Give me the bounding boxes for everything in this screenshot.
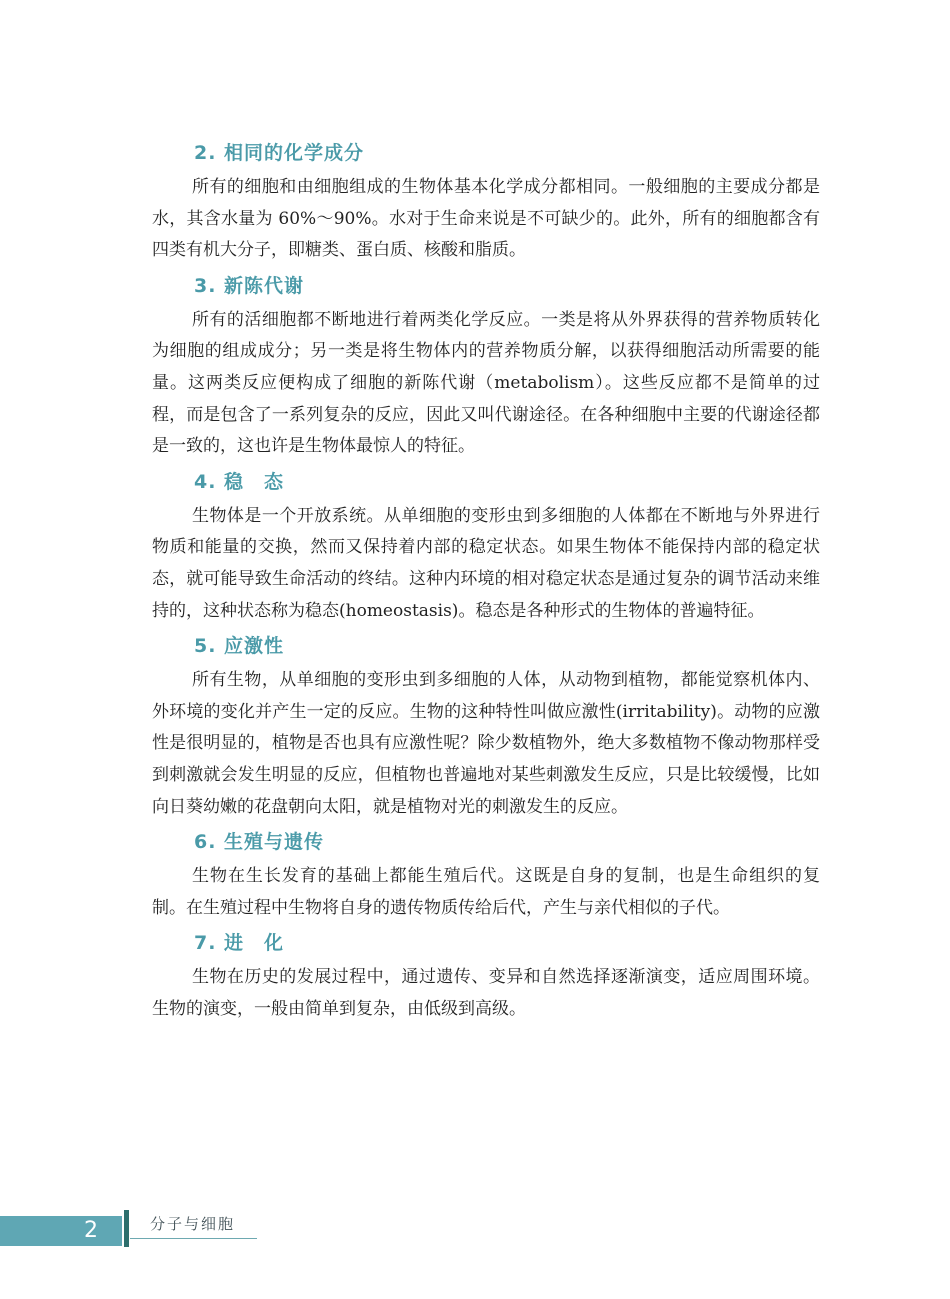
section-metabolism — [152, 271, 820, 463]
section-heading: 6. 生殖与遗传 — [194, 831, 325, 854]
page-number: 2 — [84, 1218, 98, 1243]
section-paragraph: 所有生物，从单细胞的变形虫到多细胞的人体，从动物到植物，都能觉察机体内、外环境的变化并产生一定的反应。生物的这种特性叫做应激性(irritability)。动物的应激性是很明显的，植物是否也具有应激性呢？除少数植物外，绝大多数植物不像动物那样受到刺激就会发生明显的反应，但植物也普遍地对某些刺激发生反应，只是比较缓慢，比如向日葵幼嫩的花盘朝向太阳，就是植物对光的刺激发生的反应。 — [152, 670, 820, 817]
section-irritability — [152, 631, 820, 823]
section-heading: 2. 相同的化学成分 — [194, 142, 365, 164]
section-paragraph: 生物在生长发育的基础上都能生殖后代。这既是自身的复制，也是生命组织的复制。在生殖过程中生物将自身的遗传物质传给后代，产生与亲代相似的子代。 — [152, 866, 820, 918]
page-content — [152, 138, 820, 1029]
section-heading: 4. 稳 态 — [194, 470, 285, 493]
section-paragraph: 生物在历史的发展过程中，通过遗传、变异和自然选择逐渐演变，适应周围环境。生物的演变，一般由简单到复杂，由低级到高级。 — [152, 967, 820, 1019]
section-paragraph: 所有的细胞和由细胞组成的生物体基本化学成分都相同。一般细胞的主要成分都是水，其含水量为 60%～90%。水对于生命来说是不可缺少的。此外，所有的细胞都含有四类有机大分子，即糖类、蛋白质、核酸和脂质。 — [152, 177, 820, 261]
footer-accent-bar — [124, 1210, 129, 1247]
section-paragraph: 所有的活细胞都不断地进行着两类化学反应。一类是将从外界获得的营养物质转化为细胞的组成成分；另一类是将生物体内的营养物质分解，以获得细胞活动所需要的能量。这两类反应便构成了细胞的新陈代谢（metabolism）。这些反应都不是简单的过程，而是包含了一系列复杂的反应，因此又叫代谢途径。在各种细胞中主要的代谢途径都是一致的，这也许是生物体最惊人的特征。 — [152, 309, 820, 457]
footer-divider — [130, 1238, 257, 1239]
section-heading: 3. 新陈代谢 — [194, 274, 305, 297]
section-evolution — [152, 928, 820, 1025]
section-chemical-composition — [152, 138, 820, 267]
footer-book-title: 分子与细胞 — [150, 1215, 236, 1233]
section-homeostasis — [152, 467, 820, 627]
section-paragraph: 生物体是一个开放系统。从单细胞的变形虫到多细胞的人体都在不断地与外界进行物质和能量的交换，然而又保持着内部的稳定状态。如果生物体不能保持内部的稳定状态，就可能导致生命活动的终结。这种内环境的相对稳定状态是通过复杂的调节活动来维持的，这种状态称为稳态(homeostasis)。稳态是各种形式的生物体的普遍特征。 — [152, 505, 820, 621]
section-heading: 7. 进 化 — [194, 932, 285, 955]
section-reproduction-heredity — [152, 827, 820, 924]
section-heading: 5. 应激性 — [194, 635, 285, 658]
